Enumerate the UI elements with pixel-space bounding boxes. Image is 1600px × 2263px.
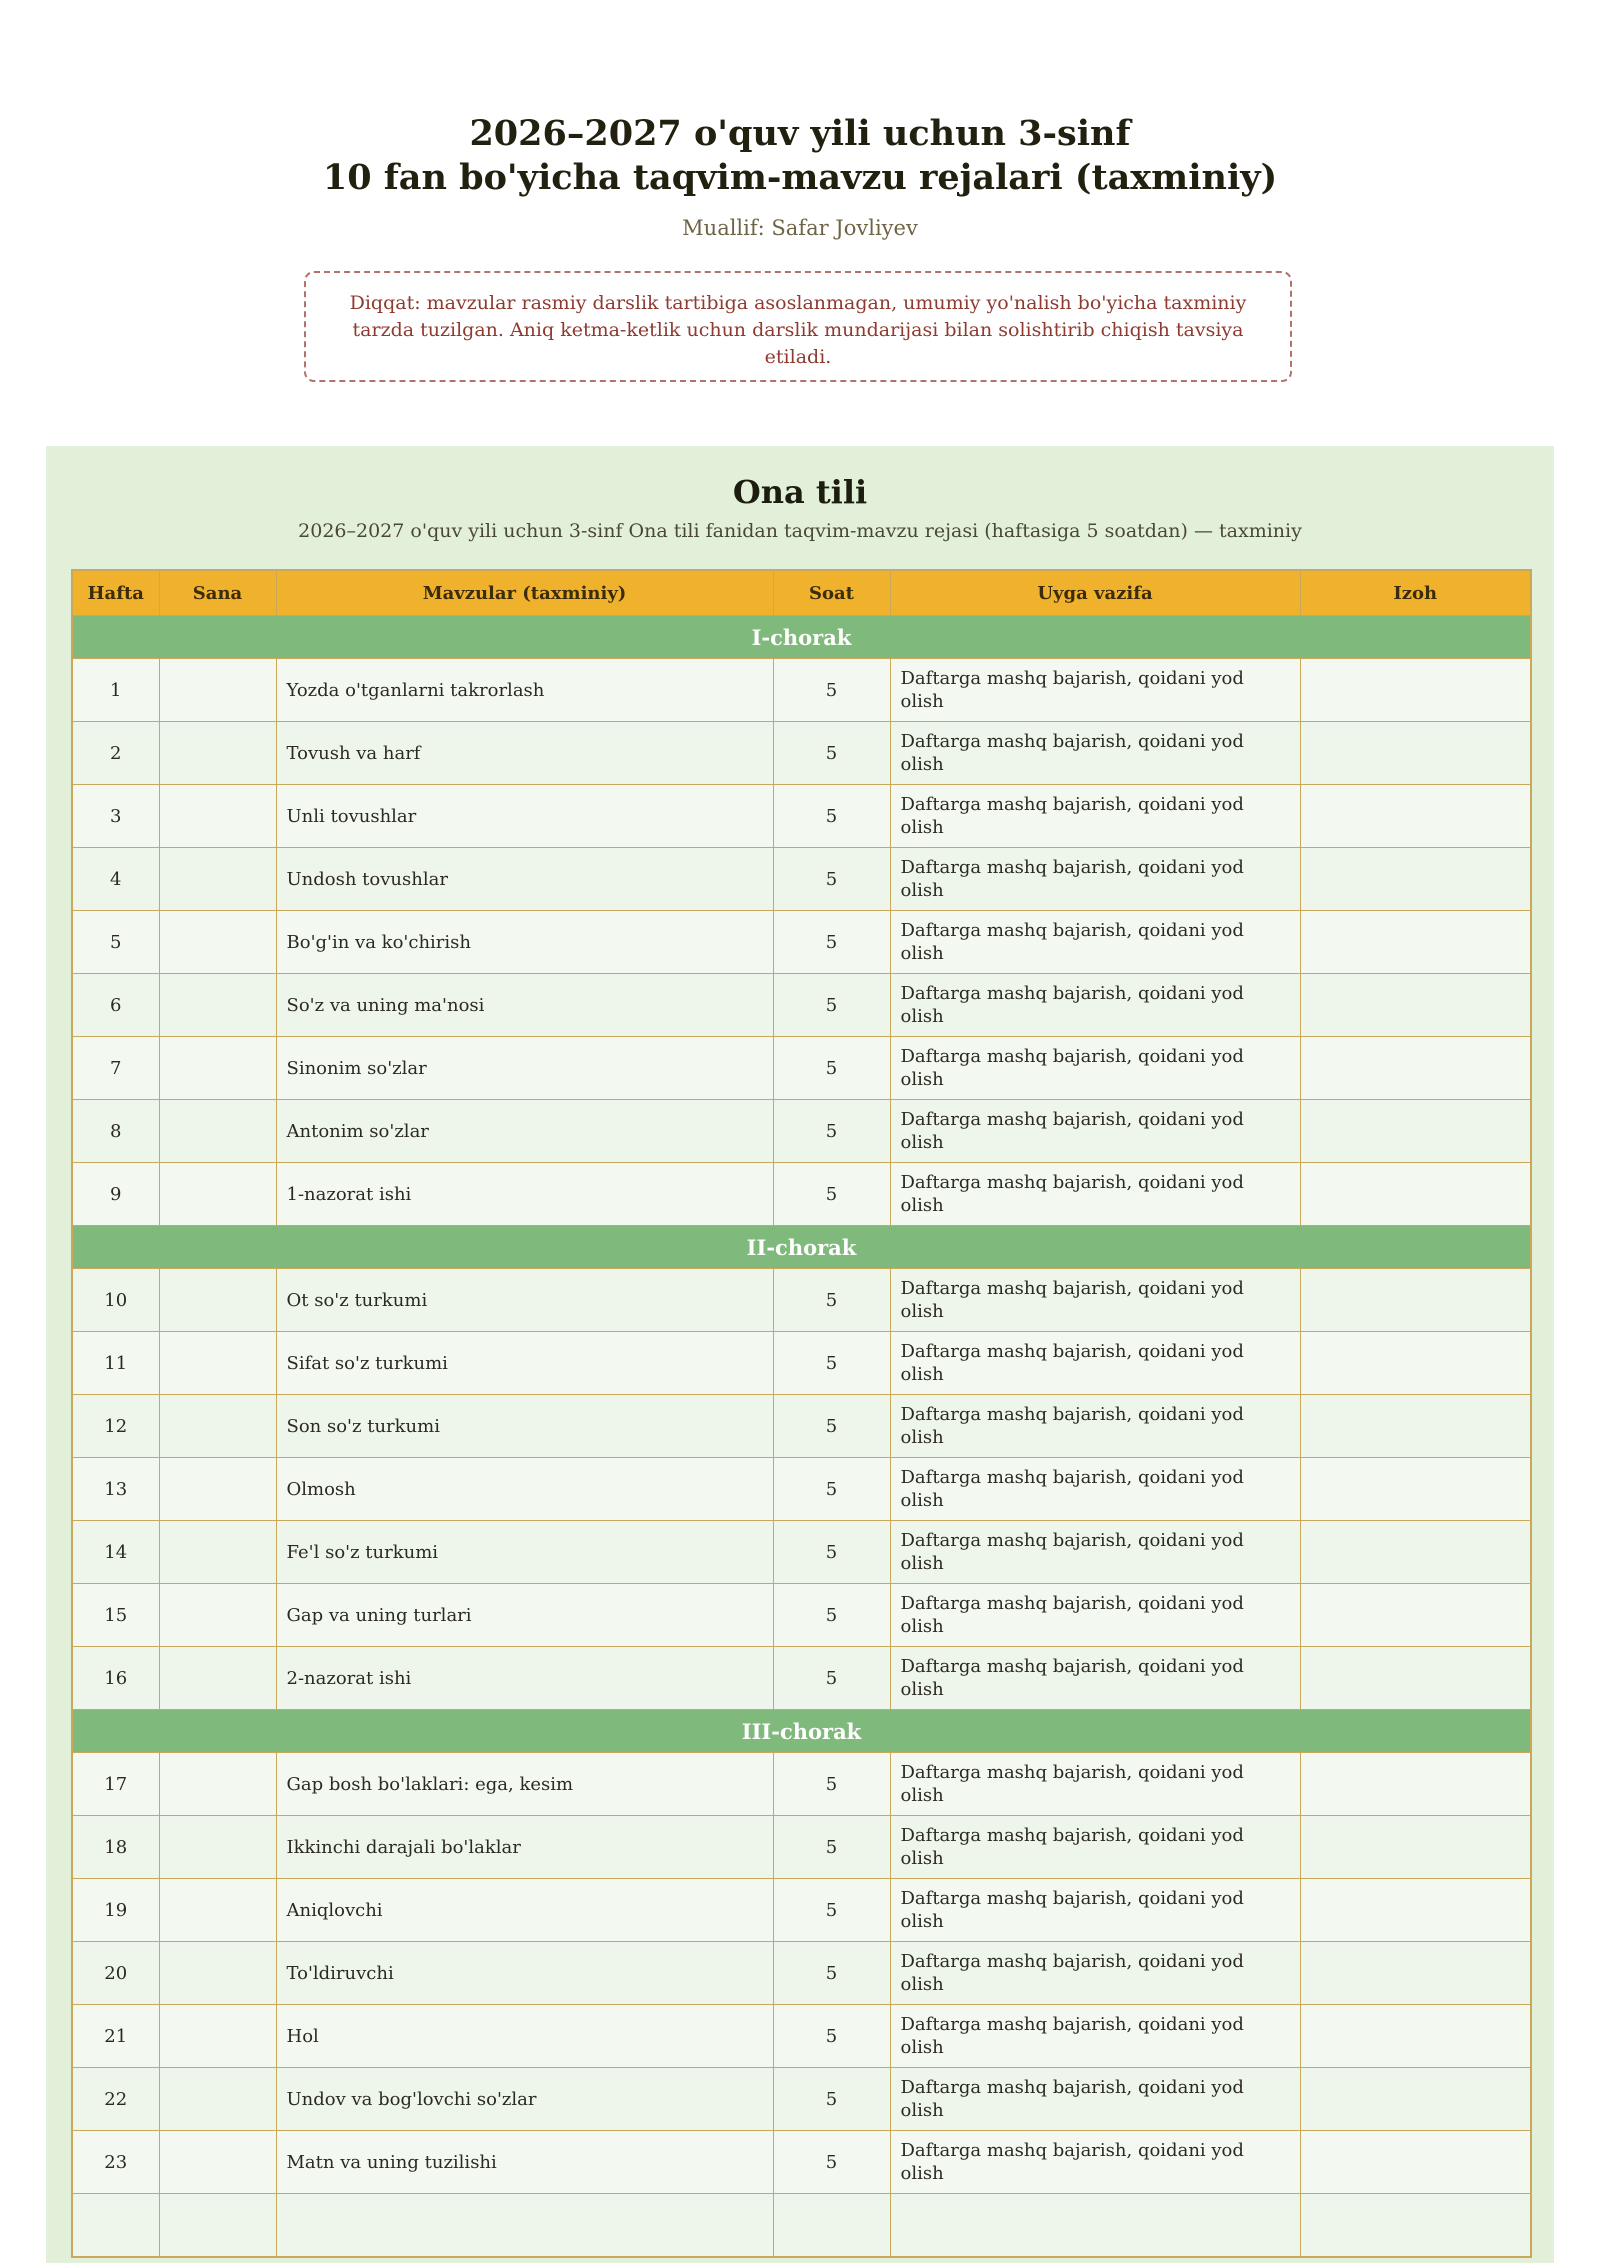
table-row xyxy=(72,1395,1531,1458)
table-row xyxy=(72,1037,1531,1100)
table-row xyxy=(72,722,1531,785)
date-cell xyxy=(159,911,276,974)
empty-cell xyxy=(276,2194,773,2258)
document-title-line-1: 2026–2027 o'quv yili uchun 3-sinf xyxy=(469,113,1131,154)
note-cell xyxy=(1300,1163,1531,1226)
note-cell xyxy=(1300,1332,1531,1395)
date-cell xyxy=(159,659,276,722)
column-header-topic: Mavzular (taxminiy) xyxy=(276,570,773,616)
homework-cell: Daftarga mashq bajarish, qoidani yod olish xyxy=(890,1163,1300,1226)
author-line: Muallif: Safar Jovliyev xyxy=(682,216,918,240)
section-title: Ona tili xyxy=(732,473,868,511)
topic-cell: To'ldiruvchi xyxy=(276,1942,773,2005)
hours-cell: 5 xyxy=(773,2068,890,2131)
date-cell xyxy=(159,1332,276,1395)
homework-cell: Daftarga mashq bajarish, qoidani yod olish xyxy=(890,1332,1300,1395)
table-row xyxy=(72,659,1531,722)
column-header-date: Sana xyxy=(159,570,276,616)
topic-cell: 1-nazorat ishi xyxy=(276,1163,773,1226)
warning-notice: Diqqat: mavzular rasmiy darslik tartibiga asoslanmagan, umumiy yo'nalish bo'yicha taxminiy tarzda tuzilgan. Aniq ketma-ketlik uchun darslik mundarijasi bilan solishtirib chiqish tavsiya etiladi. xyxy=(304,271,1292,382)
table-row xyxy=(72,2005,1531,2068)
homework-cell: Daftarga mashq bajarish, qoidani yod olish xyxy=(890,1037,1300,1100)
date-cell xyxy=(159,1816,276,1879)
hours-cell: 5 xyxy=(773,1037,890,1100)
homework-cell: Daftarga mashq bajarish, qoidani yod olish xyxy=(890,1521,1300,1584)
homework-cell: Daftarga mashq bajarish, qoidani yod olish xyxy=(890,785,1300,848)
empty-cell xyxy=(72,2194,159,2258)
week-cell: 5 xyxy=(72,911,159,974)
hours-cell: 5 xyxy=(773,911,890,974)
week-cell: 8 xyxy=(72,1100,159,1163)
table-row xyxy=(72,974,1531,1037)
homework-cell: Daftarga mashq bajarish, qoidani yod olish xyxy=(890,2068,1300,2131)
note-cell xyxy=(1300,1942,1531,2005)
table-body xyxy=(72,616,1531,2258)
homework-cell: Daftarga mashq bajarish, qoidani yod olish xyxy=(890,1753,1300,1816)
date-cell xyxy=(159,1647,276,1710)
homework-cell: Daftarga mashq bajarish, qoidani yod olish xyxy=(890,1584,1300,1647)
table-row xyxy=(72,1458,1531,1521)
note-cell xyxy=(1300,1458,1531,1521)
table-header-row xyxy=(72,570,1531,616)
table-row xyxy=(72,1269,1531,1332)
topic-cell: Matn va uning tuzilishi xyxy=(276,2131,773,2194)
homework-cell: Daftarga mashq bajarish, qoidani yod olish xyxy=(890,1942,1300,2005)
date-cell xyxy=(159,1521,276,1584)
topic-cell: Sinonim so'zlar xyxy=(276,1037,773,1100)
topic-cell: Unli tovushlar xyxy=(276,785,773,848)
table-row xyxy=(72,1647,1531,1710)
homework-cell: Daftarga mashq bajarish, qoidani yod olish xyxy=(890,1269,1300,1332)
date-cell xyxy=(159,1395,276,1458)
hours-cell: 5 xyxy=(773,785,890,848)
quarter-header-row xyxy=(72,616,1531,659)
hours-cell: 5 xyxy=(773,1584,890,1647)
homework-cell: Daftarga mashq bajarish, qoidani yod olish xyxy=(890,659,1300,722)
date-cell xyxy=(159,2131,276,2194)
section-subtitle: 2026–2027 o'quv yili uchun 3-sinf Ona tili fanidan taqvim-mavzu rejasi (haftasiga 5 soatdan) — taxminiy xyxy=(298,520,1302,542)
hours-cell: 5 xyxy=(773,1269,890,1332)
table-row xyxy=(72,911,1531,974)
table-row xyxy=(72,1521,1531,1584)
note-cell xyxy=(1300,1647,1531,1710)
column-header-homework: Uyga vazifa xyxy=(890,570,1300,616)
topic-cell: Aniqlovchi xyxy=(276,1879,773,1942)
week-cell: 15 xyxy=(72,1584,159,1647)
hours-cell: 5 xyxy=(773,1816,890,1879)
table-row xyxy=(72,1332,1531,1395)
empty-cell xyxy=(1300,2194,1531,2258)
week-cell: 14 xyxy=(72,1521,159,1584)
note-cell xyxy=(1300,1395,1531,1458)
topic-cell: Antonim so'zlar xyxy=(276,1100,773,1163)
week-cell: 19 xyxy=(72,1879,159,1942)
note-cell xyxy=(1300,785,1531,848)
note-cell xyxy=(1300,1816,1531,1879)
table-row xyxy=(72,1753,1531,1816)
note-cell xyxy=(1300,659,1531,722)
quarter-label: I-chorak xyxy=(72,616,1531,659)
homework-cell: Daftarga mashq bajarish, qoidani yod olish xyxy=(890,911,1300,974)
hours-cell: 5 xyxy=(773,1879,890,1942)
week-cell: 12 xyxy=(72,1395,159,1458)
note-cell xyxy=(1300,2068,1531,2131)
week-cell: 2 xyxy=(72,722,159,785)
week-cell: 7 xyxy=(72,1037,159,1100)
week-cell: 22 xyxy=(72,2068,159,2131)
topic-cell: Hol xyxy=(276,2005,773,2068)
homework-cell: Daftarga mashq bajarish, qoidani yod olish xyxy=(890,1100,1300,1163)
empty-cell xyxy=(159,2194,276,2258)
note-cell xyxy=(1300,1100,1531,1163)
homework-cell: Daftarga mashq bajarish, qoidani yod olish xyxy=(890,1879,1300,1942)
quarter-header-row xyxy=(72,1226,1531,1269)
week-cell: 6 xyxy=(72,974,159,1037)
topic-cell: Sifat so'z turkumi xyxy=(276,1332,773,1395)
document-header xyxy=(0,112,1600,240)
homework-cell: Daftarga mashq bajarish, qoidani yod olish xyxy=(890,2005,1300,2068)
week-cell: 21 xyxy=(72,2005,159,2068)
date-cell xyxy=(159,1037,276,1100)
topic-cell: Undosh tovushlar xyxy=(276,848,773,911)
hours-cell: 5 xyxy=(773,1395,890,1458)
column-header-hours: Soat xyxy=(773,570,890,616)
topic-cell: Undov va bog'lovchi so'zlar xyxy=(276,2068,773,2131)
note-cell xyxy=(1300,1753,1531,1816)
hours-cell: 5 xyxy=(773,1100,890,1163)
date-cell xyxy=(159,2005,276,2068)
week-cell: 18 xyxy=(72,1816,159,1879)
hours-cell: 5 xyxy=(773,659,890,722)
subject-section-ona-tili xyxy=(46,446,1554,2263)
hours-cell: 5 xyxy=(773,1332,890,1395)
document-title-line-2: 10 fan bo'yicha taqvim-mavzu rejalari (taxminiy) xyxy=(322,157,1278,198)
hours-cell: 5 xyxy=(773,1163,890,1226)
table-row xyxy=(72,2194,1531,2258)
topic-cell: Tovush va harf xyxy=(276,722,773,785)
date-cell xyxy=(159,722,276,785)
topic-cell: Ot so'z turkumi xyxy=(276,1269,773,1332)
homework-cell: Daftarga mashq bajarish, qoidani yod olish xyxy=(890,1647,1300,1710)
hours-cell: 5 xyxy=(773,1647,890,1710)
week-cell: 3 xyxy=(72,785,159,848)
topic-cell: Gap va uning turlari xyxy=(276,1584,773,1647)
column-header-week: Hafta xyxy=(72,570,159,616)
topic-cell: Gap bosh bo'laklari: ega, kesim xyxy=(276,1753,773,1816)
hours-cell: 5 xyxy=(773,722,890,785)
hours-cell: 5 xyxy=(773,848,890,911)
table-row xyxy=(72,848,1531,911)
note-cell xyxy=(1300,2005,1531,2068)
topic-cell: Olmosh xyxy=(276,1458,773,1521)
week-cell: 10 xyxy=(72,1269,159,1332)
homework-cell: Daftarga mashq bajarish, qoidani yod olish xyxy=(890,1816,1300,1879)
topic-cell: Son so'z turkumi xyxy=(276,1395,773,1458)
hours-cell: 5 xyxy=(773,1942,890,2005)
date-cell xyxy=(159,1942,276,2005)
note-cell xyxy=(1300,2131,1531,2194)
table-row xyxy=(72,1163,1531,1226)
topic-cell: Bo'g'in va ko'chirish xyxy=(276,911,773,974)
hours-cell: 5 xyxy=(773,1458,890,1521)
column-header-note: Izoh xyxy=(1300,570,1531,616)
homework-cell: Daftarga mashq bajarish, qoidani yod olish xyxy=(890,2131,1300,2194)
table-row xyxy=(72,1584,1531,1647)
homework-cell: Daftarga mashq bajarish, qoidani yod olish xyxy=(890,1395,1300,1458)
table-row xyxy=(72,1816,1531,1879)
week-cell: 11 xyxy=(72,1332,159,1395)
table-row xyxy=(72,2131,1531,2194)
week-cell: 13 xyxy=(72,1458,159,1521)
table-row xyxy=(72,785,1531,848)
topic-cell: So'z va uning ma'nosi xyxy=(276,974,773,1037)
note-cell xyxy=(1300,1584,1531,1647)
week-cell: 20 xyxy=(72,1942,159,2005)
hours-cell: 5 xyxy=(773,2005,890,2068)
date-cell xyxy=(159,1584,276,1647)
table-row xyxy=(72,1100,1531,1163)
date-cell xyxy=(159,1753,276,1816)
date-cell xyxy=(159,2068,276,2131)
week-cell: 9 xyxy=(72,1163,159,1226)
date-cell xyxy=(159,1879,276,1942)
hours-cell: 5 xyxy=(773,1521,890,1584)
note-cell xyxy=(1300,1521,1531,1584)
homework-cell: Daftarga mashq bajarish, qoidani yod olish xyxy=(890,1458,1300,1521)
empty-cell xyxy=(773,2194,890,2258)
note-cell xyxy=(1300,911,1531,974)
date-cell xyxy=(159,785,276,848)
topic-cell: 2-nazorat ishi xyxy=(276,1647,773,1710)
plan-table xyxy=(71,569,1532,2258)
homework-cell: Daftarga mashq bajarish, qoidani yod olish xyxy=(890,722,1300,785)
note-cell xyxy=(1300,722,1531,785)
note-cell xyxy=(1300,848,1531,911)
note-cell xyxy=(1300,1037,1531,1100)
date-cell xyxy=(159,1269,276,1332)
date-cell xyxy=(159,974,276,1037)
topic-cell: Fe'l so'z turkumi xyxy=(276,1521,773,1584)
quarter-header-row xyxy=(72,1710,1531,1753)
week-cell: 17 xyxy=(72,1753,159,1816)
table-row xyxy=(72,1879,1531,1942)
quarter-label: III-chorak xyxy=(72,1710,1531,1753)
note-cell xyxy=(1300,1879,1531,1942)
week-cell: 1 xyxy=(72,659,159,722)
date-cell xyxy=(159,1100,276,1163)
quarter-label: II-chorak xyxy=(72,1226,1531,1269)
topic-cell: Yozda o'tganlarni takrorlash xyxy=(276,659,773,722)
week-cell: 16 xyxy=(72,1647,159,1710)
table-row xyxy=(72,1942,1531,2005)
hours-cell: 5 xyxy=(773,974,890,1037)
date-cell xyxy=(159,848,276,911)
table-row xyxy=(72,2068,1531,2131)
hours-cell: 5 xyxy=(773,1753,890,1816)
empty-cell xyxy=(890,2194,1300,2258)
week-cell: 4 xyxy=(72,848,159,911)
note-cell xyxy=(1300,974,1531,1037)
hours-cell: 5 xyxy=(773,2131,890,2194)
week-cell: 23 xyxy=(72,2131,159,2194)
date-cell xyxy=(159,1458,276,1521)
note-cell xyxy=(1300,1269,1531,1332)
topic-cell: Ikkinchi darajali bo'laklar xyxy=(276,1816,773,1879)
date-cell xyxy=(159,1163,276,1226)
homework-cell: Daftarga mashq bajarish, qoidani yod olish xyxy=(890,848,1300,911)
homework-cell: Daftarga mashq bajarish, qoidani yod olish xyxy=(890,974,1300,1037)
